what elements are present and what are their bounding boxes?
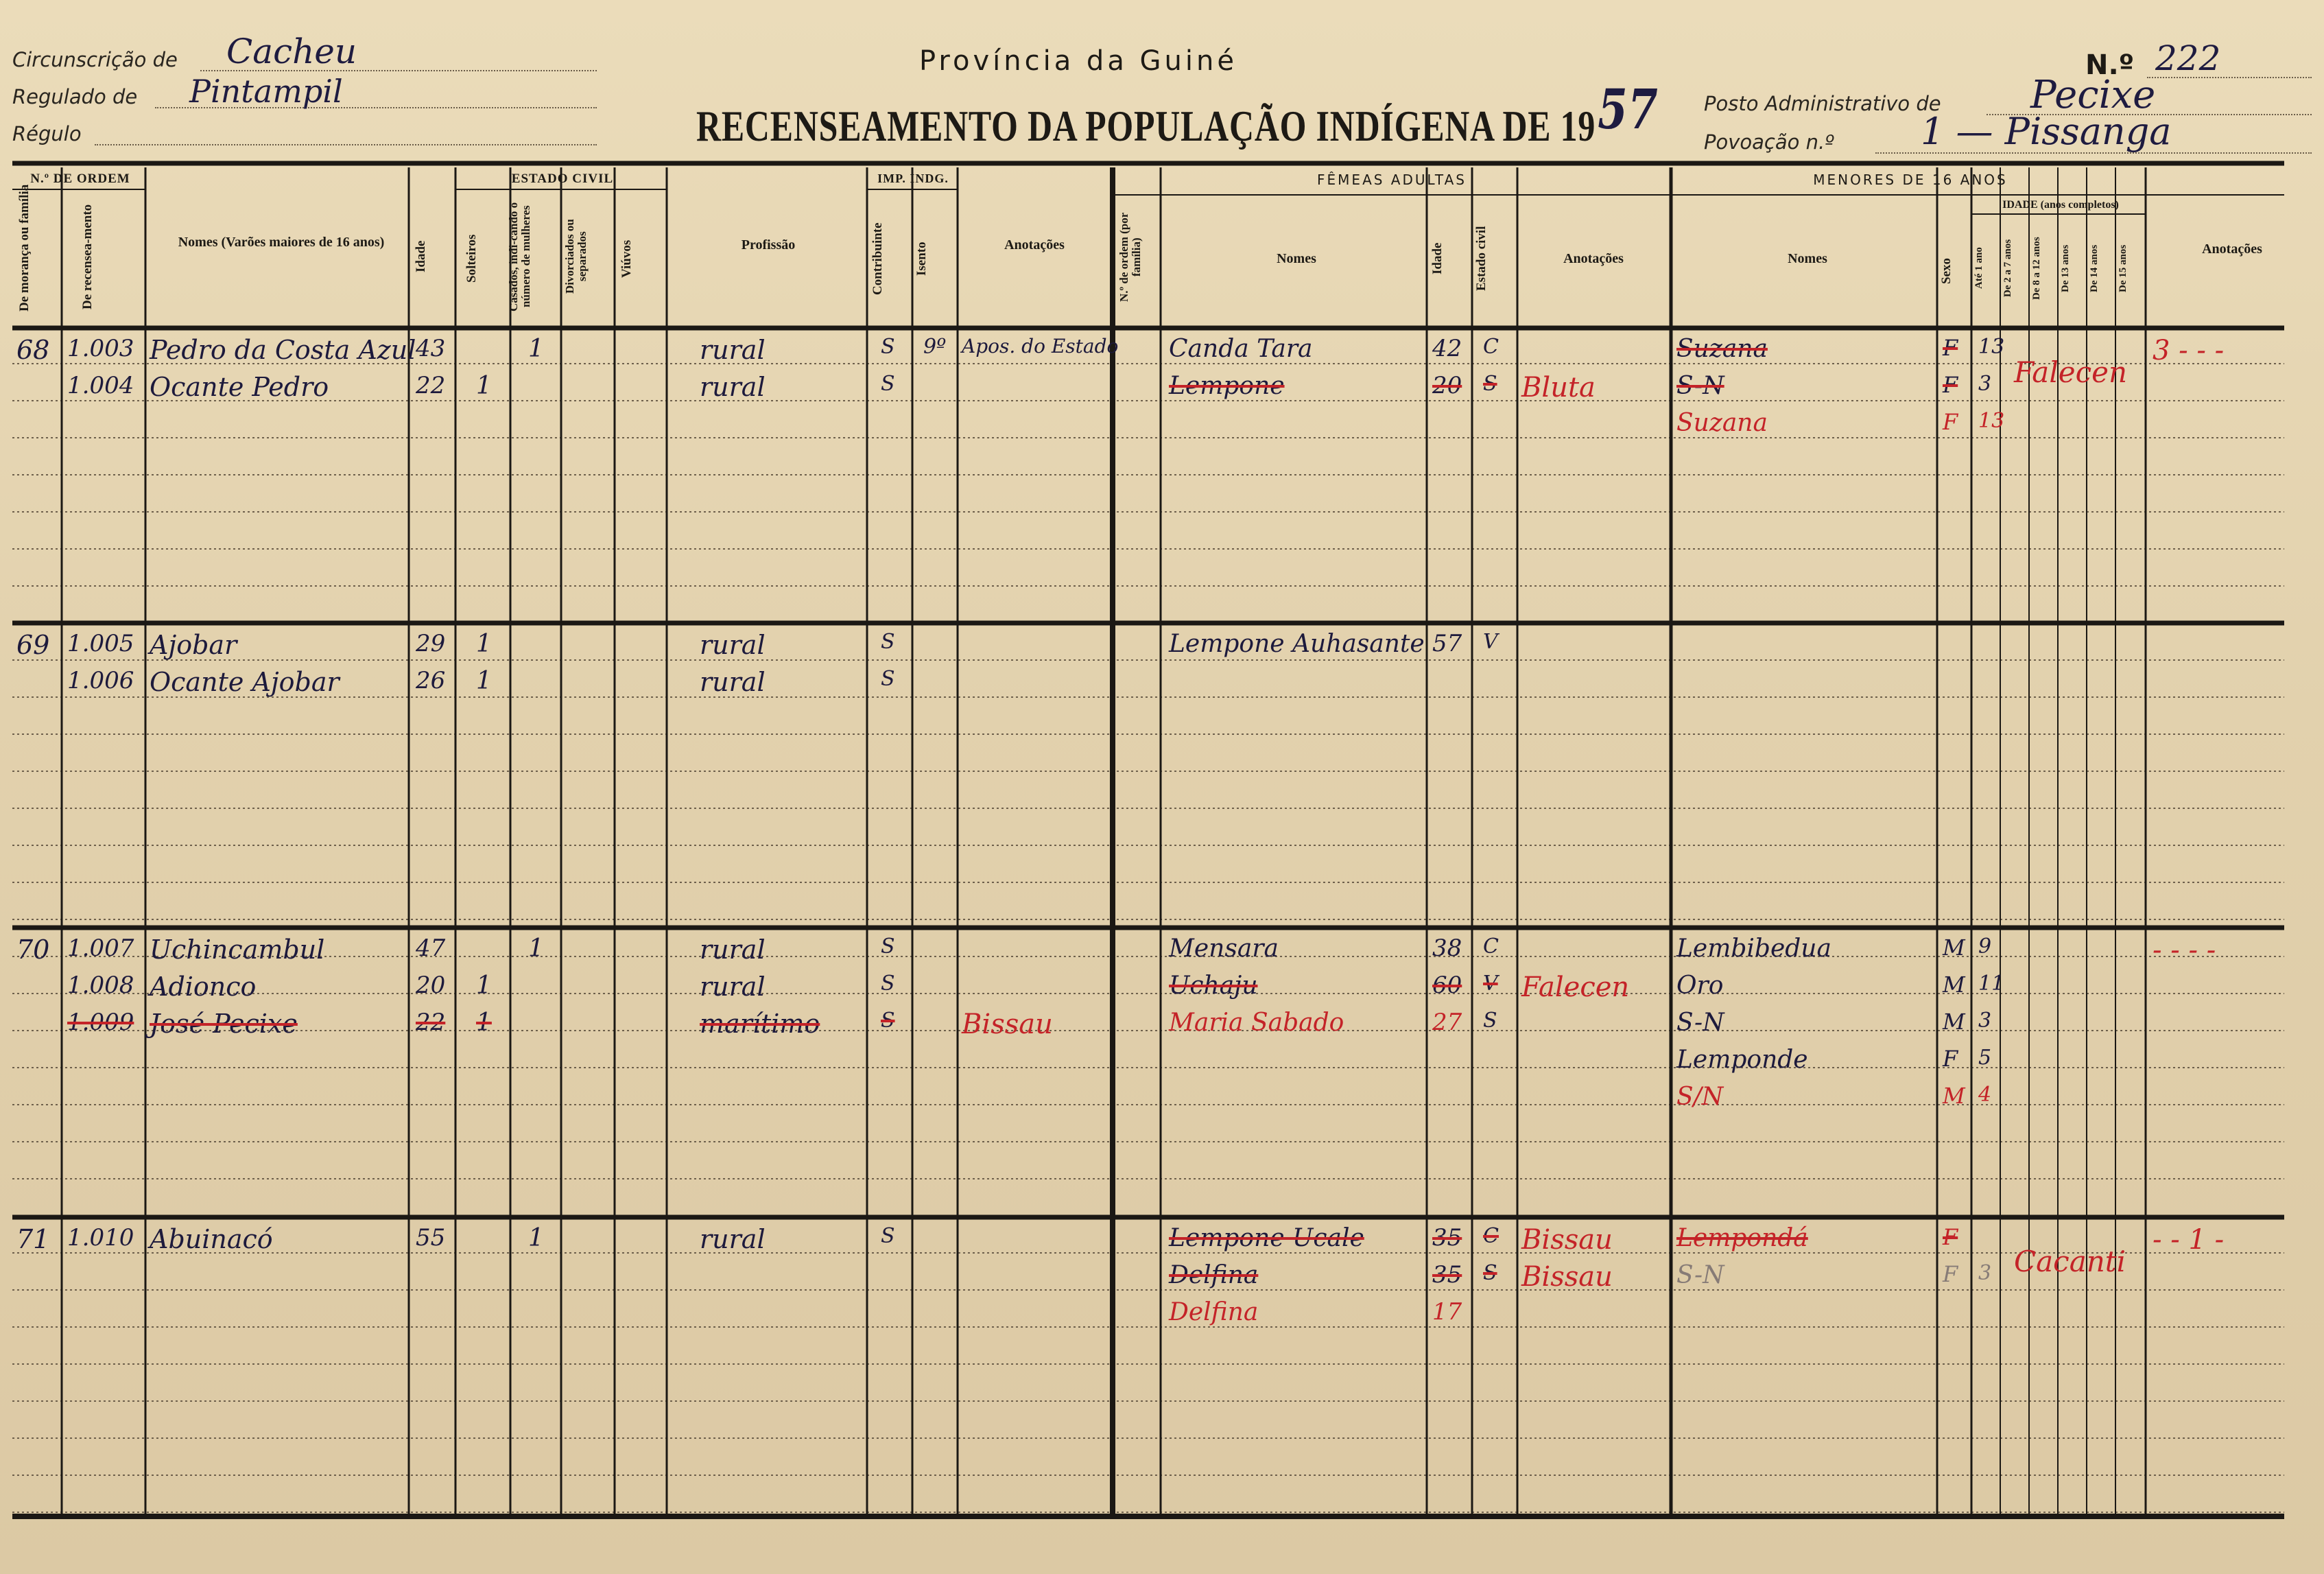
female-age: 27: [1432, 1009, 1462, 1036]
minor-name: S-N: [1676, 1009, 1724, 1037]
female-name: Uchaju: [1169, 972, 1258, 1000]
posto-value: Pecixe: [2030, 73, 2156, 117]
profissao: marítimo: [700, 1009, 820, 1039]
male-age: 43: [416, 335, 446, 362]
profissao: rural: [700, 935, 766, 965]
contribuinte-mark: S: [881, 972, 895, 996]
minor-age: 3: [1978, 1009, 1992, 1033]
minor-age: 11: [1978, 972, 2005, 996]
de-2-7-header: De 2 a 7 anos: [2002, 239, 2013, 298]
minor-sex: F: [1943, 1224, 1958, 1250]
minor-age: 3: [1978, 1261, 1992, 1285]
imp-indg-header: IMP. INDG.: [877, 172, 949, 185]
female-annotation: Bluta: [1521, 372, 1596, 403]
female-estado-civil: V: [1483, 630, 1498, 654]
circunscricao-value: Cacheu: [226, 32, 357, 71]
female-estado-civil: S: [1483, 372, 1497, 396]
regulado-label: Regulado de: [12, 85, 138, 108]
recenseamento-number: 1.004: [67, 372, 134, 399]
de-8-12-header: De 8 a 12 anos: [2031, 237, 2042, 300]
minor-name: Lembibedua: [1676, 935, 1831, 963]
male-age: 22: [416, 1009, 446, 1036]
male-name: Uchincambul: [150, 935, 325, 965]
solteiros-header: Solteiros: [464, 234, 479, 283]
nomes-varoes-header: Nomes (Varões maiores de 16 anos): [178, 235, 385, 250]
female-name: Lempone Ucale: [1169, 1224, 1364, 1252]
female-estado-civil: S: [1483, 1261, 1497, 1285]
casado-mark: 1: [528, 935, 544, 963]
posto-label: Posto Administrativo de: [1704, 92, 1941, 115]
female-name: Lempone Auhasante: [1169, 630, 1425, 658]
recenseamento-number: 1.003: [67, 335, 134, 362]
contribuinte-mark: S: [881, 630, 895, 654]
profissao: rural: [700, 372, 766, 402]
female-name: Canda Tara: [1169, 335, 1313, 363]
contribuinte-mark: S: [881, 1224, 895, 1248]
solteiro-mark: 1: [476, 667, 492, 695]
menores-header: MENORES DE 16 ANOS: [1813, 172, 2008, 188]
female-estado-civil: S: [1483, 1009, 1497, 1033]
menores-anotacoes-header: Anotações: [2202, 242, 2262, 257]
end-annotation: - - 1 -: [2153, 1224, 2225, 1256]
minor-sex: M: [1943, 1083, 1965, 1109]
profissao: rural: [700, 630, 766, 660]
femeas-nomes-header: Nomes: [1277, 251, 1316, 266]
recenseamento-header: De recensea-mento: [80, 204, 95, 309]
povoacao-label: Povoação n.º: [1704, 130, 1834, 154]
minor-name: S-N: [1676, 1261, 1724, 1289]
male-name: Adionco: [150, 972, 257, 1002]
minor-age: 13: [1978, 335, 2005, 359]
circunscricao-label: Circunscrição de: [12, 48, 178, 71]
male-name: Pedro da Costa Azul: [150, 335, 416, 365]
moranca-header: De morança ou família: [17, 184, 32, 312]
female-estado-civil: V: [1483, 972, 1498, 996]
profissao: rural: [700, 972, 766, 1002]
male-name: Ocante Pedro: [150, 372, 329, 402]
male-name: Ocante Ajobar: [150, 667, 340, 697]
male-age: 47: [416, 935, 446, 962]
minor-annotation: Cacanti: [2014, 1245, 2126, 1278]
contribuinte-mark: S: [881, 935, 895, 959]
femeas-anotacoes-header: Anotações: [1563, 251, 1624, 266]
recenseamento-number: 1.010: [67, 1224, 134, 1252]
numero-value: 222: [2155, 38, 2221, 78]
census-year: 57: [1598, 77, 1659, 141]
minor-sex: M: [1943, 935, 1965, 961]
minor-name: Suzana: [1676, 335, 1768, 363]
ordem-familia-header: N.º de ordem (por família): [1117, 212, 1143, 303]
census-title-text: RECENSEAMENTO DA POPULAÇÃO INDÍGENA DE 19: [696, 102, 1596, 150]
province-title: Província da Guiné: [919, 45, 1237, 77]
recenseamento-number: 1.008: [67, 972, 134, 999]
female-annotation: Falecen: [1521, 972, 1630, 1003]
minor-sex: F: [1943, 335, 1958, 361]
minor-age: 3: [1978, 372, 1992, 396]
de-15-header: De 15 anos: [2118, 244, 2129, 292]
male-annotation: Bissau: [962, 1009, 1053, 1040]
female-estado-civil: C: [1483, 1224, 1499, 1248]
recenseamento-number: 1.009: [67, 1009, 134, 1036]
minor-sex: M: [1943, 1009, 1965, 1035]
female-age: 38: [1432, 935, 1462, 962]
femeas-idade-header: Idade: [1430, 242, 1445, 275]
ate-1-ano-header: Até 1 ano: [1973, 247, 1984, 290]
divorciados-header: Divorciados ou separados: [563, 219, 589, 294]
male-age: 22: [416, 372, 446, 399]
female-age: 20: [1432, 372, 1462, 399]
minor-name: Suzana: [1676, 409, 1768, 437]
minor-name: Oro: [1676, 972, 1724, 1000]
casados-header: Casados, indi-cando o número de mulheres: [507, 202, 532, 312]
end-annotation: 3 - - -: [2153, 335, 2225, 366]
contribuinte-mark: S: [881, 335, 895, 359]
de-14-header: De 14 anos: [2089, 244, 2100, 292]
end-annotation: - - - -: [2153, 935, 2216, 966]
profissao-header: Profissão: [741, 237, 796, 252]
isento-header: Isento: [914, 242, 929, 276]
numero-ordem-header: N.º DE ORDEM: [30, 172, 130, 186]
minor-age: 13: [1978, 409, 2005, 433]
contribuinte-mark: S: [881, 667, 895, 691]
minor-sex: F: [1943, 372, 1958, 398]
recenseamento-number: 1.005: [67, 630, 134, 657]
profissao: rural: [700, 1224, 766, 1254]
contribuinte-mark: S: [881, 1009, 895, 1033]
minor-name: S-N: [1676, 372, 1724, 400]
recenseamento-number: 1.007: [67, 935, 134, 962]
female-age: 35: [1432, 1224, 1462, 1252]
estado-civil-f-header: Estado civil: [1474, 226, 1489, 292]
idade-anos-header: IDADE (anos completos): [2002, 199, 2119, 211]
female-age: 42: [1432, 335, 1462, 362]
minor-sex: M: [1943, 972, 1965, 998]
recenseamento-number: 1.006: [67, 667, 134, 694]
female-name: Delfina: [1169, 1261, 1259, 1289]
female-name: Mensara: [1169, 935, 1279, 963]
minor-name: S/N: [1676, 1083, 1724, 1111]
female-age: 60: [1432, 972, 1462, 999]
solteiro-mark: 1: [476, 630, 492, 658]
minor-name: Lemponde: [1676, 1046, 1808, 1074]
casado-mark: 1: [528, 1224, 544, 1252]
minor-sex: F: [1943, 409, 1958, 435]
profissao: rural: [700, 667, 766, 697]
female-annotation: Bissau: [1521, 1224, 1613, 1256]
male-annotation: Apos. do Estado: [962, 335, 1119, 357]
female-age: 17: [1432, 1298, 1462, 1326]
male-name: Abuinacó: [150, 1224, 273, 1254]
solteiro-mark: 1: [476, 372, 492, 400]
idade-header: Idade: [414, 240, 428, 273]
male-name: José Pecixe: [150, 1009, 298, 1039]
minor-sex: F: [1943, 1046, 1958, 1072]
regulado-value: Pintampil: [189, 73, 343, 110]
anotacoes-header: Anotações: [1004, 237, 1065, 252]
femeas-adultas-header: FÊMEAS ADULTAS: [1317, 172, 1467, 188]
female-estado-civil: C: [1483, 935, 1499, 959]
isento-mark: 9º: [923, 335, 947, 359]
sexo-header: Sexo: [1939, 258, 1954, 284]
minor-annotation: Falecen: [2014, 355, 2128, 389]
solteiro-mark: 1: [476, 972, 492, 1000]
female-annotation: Bissau: [1521, 1261, 1613, 1293]
minor-age: 4: [1978, 1083, 1992, 1107]
minor-age: 9: [1978, 935, 1992, 959]
male-age: 29: [416, 630, 446, 657]
male-age: 26: [416, 667, 446, 694]
estado-civil-header: ESTADO CIVIL: [511, 172, 614, 186]
contribuinte-mark: S: [881, 372, 895, 396]
moranca-number: 69: [16, 630, 50, 660]
female-name: Lempone: [1169, 372, 1285, 400]
profissao: rural: [700, 335, 766, 365]
de-13-header: De 13 anos: [2060, 244, 2071, 292]
contribuinte-header: Contribuinte: [870, 222, 885, 295]
female-name: Delfina: [1169, 1298, 1259, 1326]
casado-mark: 1: [528, 335, 544, 363]
numero-label: N.º: [2085, 49, 2135, 81]
minor-name: Lempondá: [1676, 1224, 1808, 1252]
solteiro-mark: 1: [476, 1009, 492, 1037]
male-name: Ajobar: [150, 630, 237, 660]
female-estado-civil: C: [1483, 335, 1499, 359]
povoacao-value: 1 — Pissanga: [1921, 110, 2172, 153]
female-age: 57: [1432, 630, 1462, 657]
minor-sex: F: [1943, 1261, 1958, 1287]
minor-age: 5: [1978, 1046, 1992, 1070]
regulo-label: Régulo: [12, 122, 82, 145]
moranca-number: 68: [16, 335, 50, 365]
male-age: 20: [416, 972, 446, 999]
female-age: 35: [1432, 1261, 1462, 1289]
menores-nomes-header: Nomes: [1788, 251, 1827, 266]
moranca-number: 71: [16, 1224, 50, 1254]
female-name: Maria Sabado: [1169, 1009, 1344, 1037]
viuvos-header: Viúvos: [619, 239, 634, 278]
moranca-number: 70: [16, 935, 50, 965]
male-age: 55: [416, 1224, 446, 1252]
